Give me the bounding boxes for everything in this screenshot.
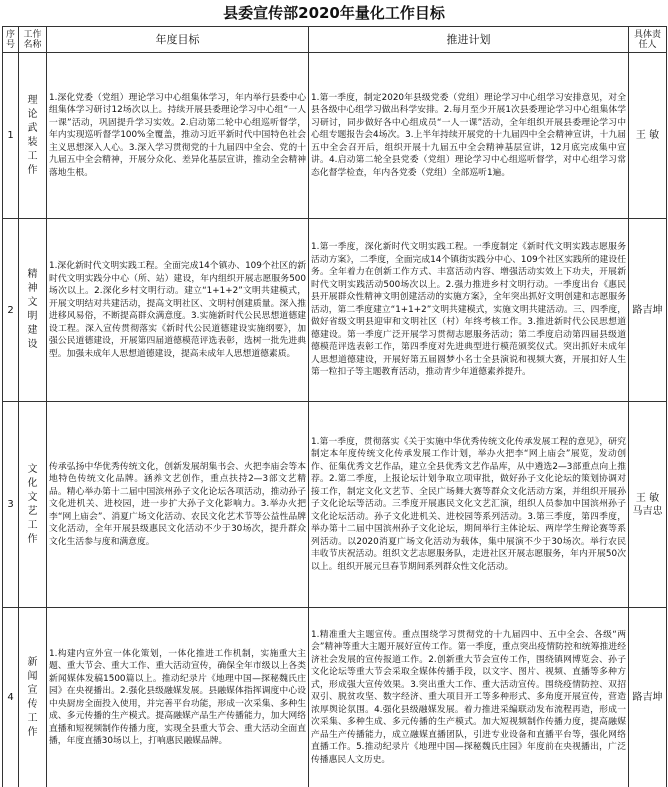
header-goal: 年度目标 xyxy=(47,27,309,53)
row-owner: 王 敏 马吉忠 xyxy=(629,402,667,608)
header-plan: 推进计划 xyxy=(309,27,629,53)
row-owner: 路吉坤 xyxy=(629,608,667,787)
page-title: 县委宣传部2020年量化工作目标 xyxy=(223,4,445,22)
row-seq: 4 xyxy=(3,608,19,787)
table-header-row xyxy=(3,27,667,53)
header-seq: 序号 xyxy=(3,27,19,53)
row-plan: 1.第一季度，深化新时代文明实践工程。一季度制定《新时代文明实践志愿服务活动方案》，二季度，全面完成14个镇街实践分中心、109个社区实践所的建设任务。全年着力在创新工作方式、丰富活动内容、增强活动实效上下功夫，开展新时代文明实践活动500场次以上。2.强力推进乡村文明行动。一季度出台《惠民县开展群众性精神文明创建活动的实施方案》，全年突出抓好文明创建和志愿服务活动，第二季度建立“1+1+2”文明共建模式，实施文明共建活动。三、四季度，做好省级文明县迎审和文明社区（村）年终考核工作。3.推进新时代公民思想道德建设。第一季度广泛开展学习贯彻志愿服务活动；第二季度启动第四届县级道德模范评选表彰工作，第四季度对先进典型进行模范颁奖仪式。突出抓好未成年人思想道德建设，开展好第五届圆梦小名士全县演说和视频大赛，开展扣好人生第一粒扣子等主题教育活动，推动青少年道德素养提升。 xyxy=(309,219,629,402)
row-plan: 1.第一季度，贯彻落实《关于实施中华优秀传统文化传承发展工程的意见》，研究制定本年度传统文化传承发展工作计划，举办火把李“网上庙会”展览，发动创作、征集优秀文艺作品，建立全县优秀文艺作品库，从中遴选2—3部重点向上推荐。2.第二季度，上报论坛计划争取立项审批，做好孙子文化论坛的策划协调对接工作，制定文化文艺节、全民广场舞大赛等群众文化活动方案，并组织开展孙子文化论坛等活动。三季度开展惠民文化文艺汇演，组织人员参加中国滨州孙子文化论坛活动。孙子文化进机关、进校园等系列活动。3.第三季度，第四季度，举办第十二届中国滨州孙子文化论坛，期间举行主体论坛、两岸学生辩论赛等系列活动。以2020消夏广场文化活动为载体，集中展演不少于30场次。举行农民丰收节庆祝活动。组织文艺志愿服务队，走进社区开展志愿服务，年内开展50次以上。组织开展元旦春节期间系列群众性文化活动。 xyxy=(309,402,629,608)
row-plan: 1.精准重大主题宣传。重点围绕学习贯彻党的十九届四中、五中全会、各级“两会”精神等重大主题开展好宣传工作。第一季度，重点突出疫情防控和统筹推进经济社会发展的宣传报道工作。2.创新重大节会宣传工作，围绕镇网博览会、孙子文化论坛等重大节会采取全媒体传播手段，以文字、图片、视频、直播等多种方式，形成强大宣传效果。3.突出重大工作、重大活动宣传。围绕疫情防控、双招双引、脱贫攻坚、数字经济、重大项目开工等多种形式、多角度开展宣传，营造浓厚舆论氛围。4.强化县级融媒发展。着力推进采编联动发布流程再造，形成一次采集、多种生成、多元传播的生产模式。加大短视频制作传播力度，提高融媒产品生产传播能力，成立融媒直播团队，引进专业设备和直播平台等，强化网络直播工作。5.推动纪录片《地理中国—探秘魏氏庄园》年度前在央视播出，广泛传播惠民人文历史。 xyxy=(309,608,629,787)
targets-table xyxy=(2,26,667,787)
header-name: 工作名称 xyxy=(19,27,47,53)
row-goal: 1.构建内宣外宣一体化策划，一体化推进工作机制，实施重大主题、重大节会、重大工作、重大活动宣传，确保全年市级以上各类新闻媒体发稿1500篇以上。推动纪录片《地理中国—探秘魏氏庄园》在央视播出。2.强化县级融媒发展。县融媒体指挥调度中心设中央厨房全面投入使用，并完善平台功能，形成一次采集、多种生成、多元传播的生产模式。提高融媒产品生产传播能力，加大网络直播和短视频制作传播力度，实现全县重大节会、重大活动全面直播，年度直播30场以上，打响惠民融媒品牌。 xyxy=(47,608,309,787)
header-owner: 具体责任人 xyxy=(629,27,667,53)
row-plan: 1.第一季度，制定2020年县级党委（党组）理论学习中心组学习安排意见，对全县各级中心组学习做出科学安排。2.每月至少开展1次县委理论学习中心组集体学习研讨，同步做好各中心组成员“一人一课”活动，全年组织开展县委理论学习中心组专题报告会4场次。3.上半年持续开展党的十九届四中全会精神宣讲，十九届五中全会召开后，组织开展十九届五中全会精神基层宣讲，12月底完成集中宣讲。4.启动第二轮全县党委（党组）理论学习中心组巡听督学，对中心组学习常态化督学检查，年内各党委（党组）全部巡听1遍。 xyxy=(309,53,629,219)
row-seq: 1 xyxy=(3,53,19,219)
row-seq: 3 xyxy=(3,402,19,608)
table-row xyxy=(3,402,667,608)
row-owner: 王 敏 xyxy=(629,53,667,219)
row-work-name: 理论武装工作 xyxy=(27,94,38,176)
row-work-name: 精神文明建设 xyxy=(27,269,38,350)
table-row xyxy=(3,219,667,402)
row-goal: 传承弘扬中华优秀传统文化，创新发展胡集书会、火把李庙会等本地特色传统文化品牌。涵养文艺创作，重点扶持2—3部文艺精品。精心举办第十二届中国滨州孙子文化论坛各项活动，推动孙子文化进机关、进校园，进一步扩大孙子文化影响力。3.举办火把李“网上庙会”、消夏广场文化活动、农民文化艺术节等公益性品牌文化活动，全年开展县级惠民文化活动不少于30场次，提升群众文化生活参与度和满意度。 xyxy=(47,402,309,608)
row-owner: 路吉坤 xyxy=(629,219,667,402)
row-work-name: 文化文艺工作 xyxy=(27,463,38,545)
row-seq: 2 xyxy=(3,219,19,402)
row-goal: 1.深化新时代文明实践工程。全面完成14个镇办、109个社区的新时代文明实践分中心（所、站）建设，年内组织开展志愿服务500场次以上。2.深化乡村文明行动。建立“1+1+2”文明共建模式，开展文明结对共建活动，提高文明社区、文明村创建质量。深入推进移风易俗，不断提高群众满意度。3.实施新时代公民思想道德建设工程。深入宣传贯彻落实《新时代公民道德建设实施纲要》，加强公民道德建设，开展第四届道德模范评选表彰，选树一批先进典型。加强未成年人思想道德建设，提高未成年人思想道德素质。 xyxy=(47,219,309,402)
row-work-name: 新闻宣传工作 xyxy=(27,656,38,738)
table-row xyxy=(3,608,667,787)
row-goal: 1.深化党委（党组）理论学习中心组集体学习，年内举行县委中心组集体学习研讨12场次以上。持续开展县委理论学习中心组“一人一课”活动，巩固提升学习实效。2.启动第二轮中心组巡听督学，年内实现巡听督学100%全覆盖，推动习近平新时代中国特色社会主义思想深入人心。3.深入学习贯彻党的十九届四中全会、党的十九届五中全会精神，开展分众化、差异化基层宣讲，推动全会精神落地生根。 xyxy=(47,53,309,219)
table-row xyxy=(3,53,667,219)
